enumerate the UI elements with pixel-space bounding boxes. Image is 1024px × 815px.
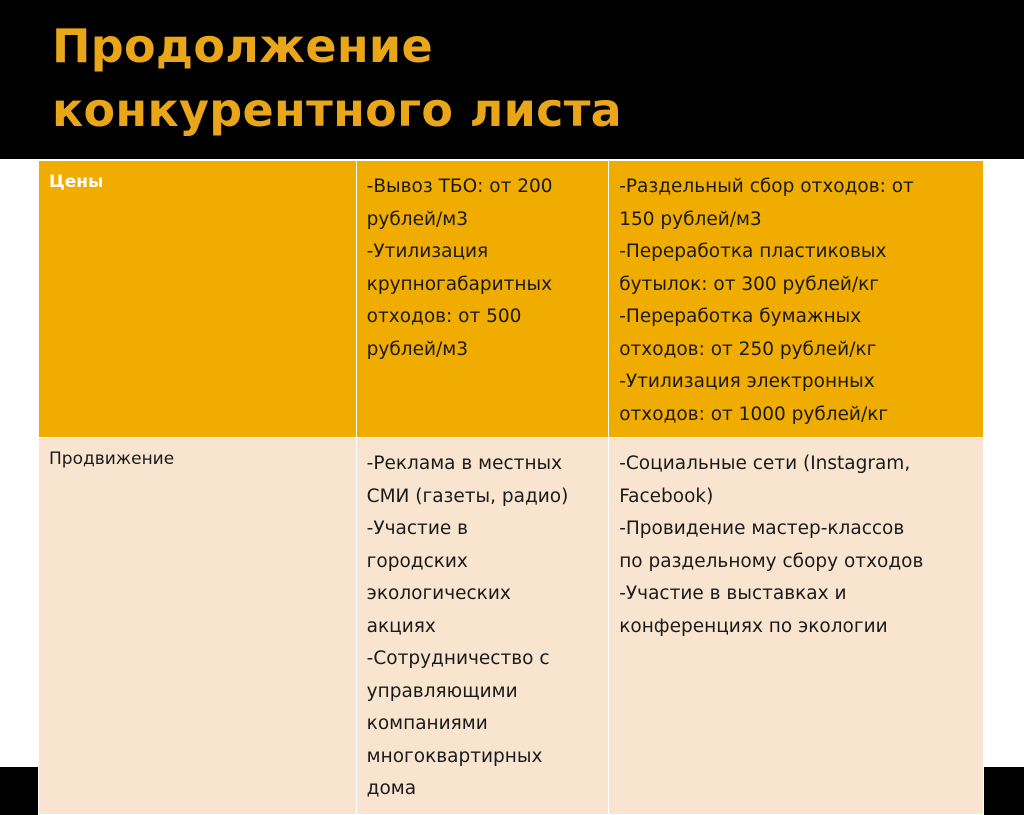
cell-line: многоквартирных xyxy=(366,745,543,767)
cell-line: конференциях по экологии xyxy=(619,615,888,637)
cell-line: -Переработка бумажных xyxy=(619,306,862,327)
competitor-2-cell xyxy=(609,161,984,438)
cell-line: -Участие в xyxy=(366,518,469,539)
cell-line: -Социальные сети (Instagram, xyxy=(619,453,911,474)
cell-line: отходов: от 1000 рублей/кг xyxy=(619,403,889,425)
cell-line: бутылок: от 300 рублей/кг xyxy=(619,273,879,295)
row-label: Продвижение xyxy=(49,449,175,469)
cell-line: СМИ (газеты, радио) xyxy=(366,485,569,507)
competitor-1-cell xyxy=(356,161,609,438)
row-label-cell xyxy=(39,161,357,438)
cell-lines xyxy=(619,448,973,643)
cell-line: компаниями xyxy=(366,713,488,734)
cell-line: городских xyxy=(366,550,468,572)
table-row-prices xyxy=(39,161,984,438)
cell-line: рублей/м3 xyxy=(366,338,468,360)
cell-lines xyxy=(367,171,599,366)
cell-line: -Утилизация электронных xyxy=(619,371,875,392)
cell-lines xyxy=(619,171,973,431)
cell-line: 150 рублей/м3 xyxy=(619,208,762,230)
cell-line: -Утилизация xyxy=(366,241,489,262)
title-bar xyxy=(0,0,1024,160)
row-label: Цены xyxy=(49,172,104,192)
cell-line: отходов: от 250 рублей/кг xyxy=(619,338,877,360)
row-label-cell xyxy=(39,438,357,815)
table-row-promotion xyxy=(39,438,984,815)
cell-line: -Участие в выставках и xyxy=(619,583,847,604)
cell-line: -Переработка пластиковых xyxy=(619,241,887,262)
cell-line: -Сотрудничество с xyxy=(366,648,550,669)
cell-line: -Раздельный сбор отходов: от xyxy=(619,176,914,197)
cell-line: -Вывоз ТБО: от 200 xyxy=(366,176,553,197)
cell-line: -Провидение мастер-классов xyxy=(619,518,905,539)
cell-line: Facebook) xyxy=(619,485,714,507)
cell-line: рублей/м3 xyxy=(366,208,468,230)
cell-line: управляющими xyxy=(366,680,518,702)
competitor-2-cell xyxy=(609,438,984,815)
cell-line: -Реклама в местных xyxy=(366,453,563,474)
competitor-table-container xyxy=(38,160,984,799)
cell-line: акциях xyxy=(366,615,436,637)
competitor-1-cell xyxy=(356,438,609,815)
cell-line: по раздельному сбору отходов xyxy=(619,550,924,572)
competitor-table xyxy=(38,160,984,815)
cell-line: отходов: от 500 xyxy=(366,306,522,327)
cell-lines xyxy=(367,448,599,806)
cell-line: дома xyxy=(366,778,417,799)
slide-title: Продолжение конкурентного листа xyxy=(52,19,623,137)
cell-line: крупногабаритных xyxy=(366,273,553,295)
cell-line: экологических xyxy=(366,583,511,604)
